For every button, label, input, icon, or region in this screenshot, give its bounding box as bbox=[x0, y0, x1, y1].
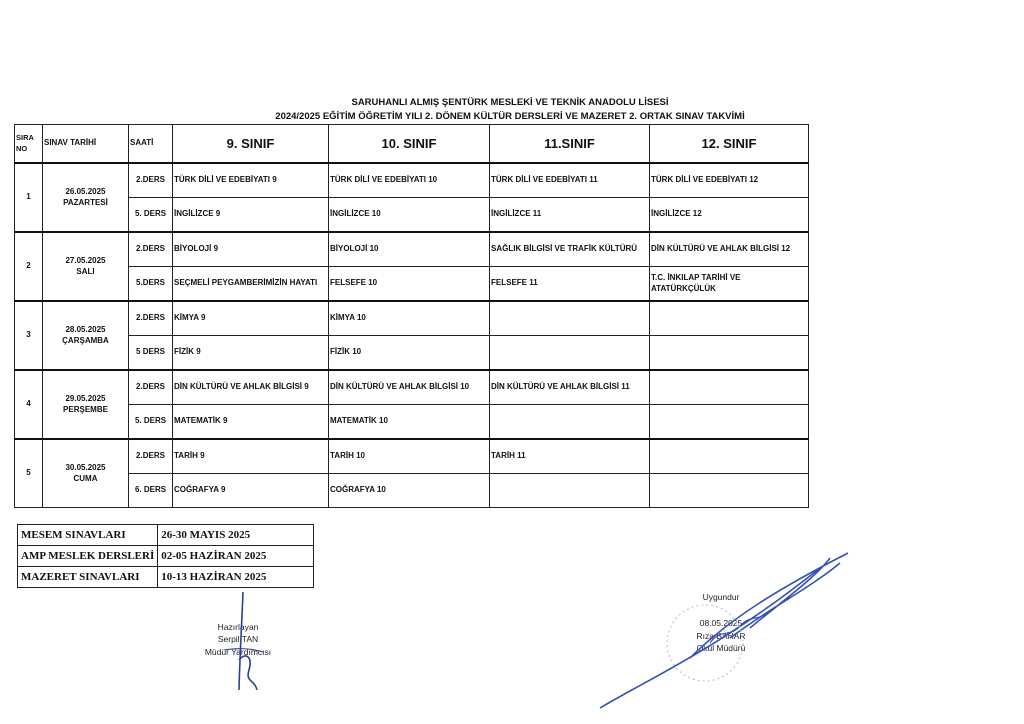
header-time: SAATİ bbox=[129, 125, 173, 164]
exam-date: 29.05.2025 bbox=[65, 393, 106, 403]
row-number: 1 bbox=[15, 163, 43, 232]
principal-name: Rıza BAHAR bbox=[696, 630, 746, 641]
period-dates: 26-30 MAYIS 2025 bbox=[158, 525, 314, 546]
table-row bbox=[15, 198, 809, 233]
header-grade-9: 9. SINIF bbox=[173, 125, 329, 164]
session-time: 5. DERS bbox=[129, 198, 173, 233]
grade-9-exam: TARİH 9 bbox=[173, 439, 329, 474]
session-time: 2.DERS bbox=[129, 439, 173, 474]
table-row bbox=[18, 567, 314, 588]
grade-12-exam bbox=[650, 301, 809, 336]
grade-11-exam bbox=[490, 336, 650, 371]
row-number: 4 bbox=[15, 370, 43, 439]
grade-9-exam: İNGİLİZCE 9 bbox=[173, 198, 329, 233]
session-time: 5.DERS bbox=[129, 267, 173, 302]
header-sira-no: SIRA NO bbox=[15, 125, 43, 164]
session-time: 2.DERS bbox=[129, 301, 173, 336]
header-exam-date: SINAV TARİHİ bbox=[43, 125, 129, 164]
grade-12-exam: DİN KÜLTÜRÜ VE AHLAK BİLGİSİ 12 bbox=[650, 232, 809, 267]
exam-weekday: PERŞEMBE bbox=[63, 404, 108, 414]
header-grade-12: 12. SINIF bbox=[650, 125, 809, 164]
table-row bbox=[15, 163, 809, 198]
grade-11-exam bbox=[490, 405, 650, 440]
approval-label: Uygundur bbox=[702, 592, 740, 602]
grade-11-exam: DİN KÜLTÜRÜ VE AHLAK BİLGİSİ 11 bbox=[490, 370, 650, 405]
session-time: 2.DERS bbox=[129, 370, 173, 405]
table-row bbox=[15, 336, 809, 371]
table-row bbox=[18, 546, 314, 567]
grade-12-exam: TÜRK DİLİ VE EDEBİYATI 12 bbox=[650, 163, 809, 198]
grade-11-exam: TÜRK DİLİ VE EDEBİYATI 11 bbox=[490, 163, 650, 198]
grade-9-exam: SEÇMELİ PEYGAMBERİMİZİN HAYATI bbox=[173, 267, 329, 302]
table-row bbox=[18, 525, 314, 546]
grade-9-exam: DİN KÜLTÜRÜ VE AHLAK BİLGİSİ 9 bbox=[173, 370, 329, 405]
grade-12-exam bbox=[650, 405, 809, 440]
period-label: AMP MESLEK DERSLERİ bbox=[18, 546, 158, 567]
table-row bbox=[15, 439, 809, 474]
header-grade-11: 11.SINIF bbox=[490, 125, 650, 164]
session-time: 2.DERS bbox=[129, 232, 173, 267]
row-number: 3 bbox=[15, 301, 43, 370]
period-dates: 02-05 HAZİRAN 2025 bbox=[158, 546, 314, 567]
grade-12-exam: T.C. İNKILAP TARİHİ VE ATATÜRKÇÜLÜK bbox=[650, 267, 809, 302]
grade-11-exam bbox=[490, 474, 650, 508]
grade-11-exam: İNGİLİZCE 11 bbox=[490, 198, 650, 233]
grade-10-exam: KİMYA 10 bbox=[329, 301, 490, 336]
period-dates: 10-13 HAZİRAN 2025 bbox=[158, 567, 314, 588]
grade-10-exam: FELSEFE 10 bbox=[329, 267, 490, 302]
exam-periods-table bbox=[17, 524, 314, 588]
grade-12-exam bbox=[650, 370, 809, 405]
grade-10-exam: BİYOLOJİ 10 bbox=[329, 232, 490, 267]
grade-9-exam: COĞRAFYA 9 bbox=[173, 474, 329, 508]
grade-10-exam: TARİH 10 bbox=[329, 439, 490, 474]
grade-11-exam: TARİH 11 bbox=[490, 439, 650, 474]
session-time: 6. DERS bbox=[129, 474, 173, 508]
grade-9-exam: FİZİK 9 bbox=[173, 336, 329, 371]
grade-12-exam bbox=[650, 336, 809, 371]
grade-9-exam: KİMYA 9 bbox=[173, 301, 329, 336]
exam-date: 26.05.2025 bbox=[65, 186, 106, 196]
session-time: 5 DERS bbox=[129, 336, 173, 371]
exam-date: 30.05.2025 bbox=[65, 462, 106, 472]
period-label: MESEM SINAVLARI bbox=[18, 525, 158, 546]
prepared-by-name: Serpil TAN bbox=[217, 634, 259, 645]
right-signature-mark bbox=[580, 548, 860, 718]
exam-date-cell bbox=[43, 163, 129, 232]
table-header-row bbox=[15, 125, 809, 164]
grade-10-exam: FİZİK 10 bbox=[329, 336, 490, 371]
exam-date-cell bbox=[43, 232, 129, 301]
exam-date-cell bbox=[43, 301, 129, 370]
grade-11-exam: FELSEFE 11 bbox=[490, 267, 650, 302]
exam-date: 28.05.2025 bbox=[65, 324, 106, 334]
table-row bbox=[15, 370, 809, 405]
prepared-by-label: Hazırlayan bbox=[217, 622, 259, 632]
table-row bbox=[15, 405, 809, 440]
grade-9-exam: TÜRK DİLİ VE EDEBİYATI 9 bbox=[173, 163, 329, 198]
grade-9-exam: MATEMATİK 9 bbox=[173, 405, 329, 440]
grade-10-exam: DİN KÜLTÜRÜ VE AHLAK BİLGİSİ 10 bbox=[329, 370, 490, 405]
grade-10-exam: MATEMATİK 10 bbox=[329, 405, 490, 440]
exam-weekday: ÇARŞAMBA bbox=[62, 335, 109, 345]
row-number: 5 bbox=[15, 439, 43, 508]
exam-weekday: PAZARTESİ bbox=[63, 197, 108, 207]
school-title: SARUHANLI ALMIŞ ŞENTÜRK MESLEKİ VE TEKNİK ANADOLU LİSESİ bbox=[351, 97, 669, 108]
header-grade-10: 10. SINIF bbox=[329, 125, 490, 164]
prepared-by-title: Müdür Yardımcısı bbox=[204, 646, 272, 657]
grade-12-exam bbox=[650, 474, 809, 508]
approval-date: 08.05.2025 bbox=[699, 618, 743, 629]
schedule-subtitle: 2024/2025 EĞİTİM ÖĞRETİM YILI 2. DÖNEM KÜLTÜR DERSLERİ VE MAZERET 2. ORTAK SINAV TAKVİMİ bbox=[275, 111, 745, 122]
exam-date-cell bbox=[43, 370, 129, 439]
table-row bbox=[15, 474, 809, 508]
table-row bbox=[15, 301, 809, 336]
session-time: 2.DERS bbox=[129, 163, 173, 198]
exam-date-cell bbox=[43, 439, 129, 508]
grade-11-exam: SAĞLIK BİLGİSİ VE TRAFİK KÜLTÜRÜ bbox=[490, 232, 650, 267]
period-label: MAZERET SINAVLARI bbox=[18, 567, 158, 588]
grade-10-exam: İNGİLİZCE 10 bbox=[329, 198, 490, 233]
exam-weekday: CUMA bbox=[73, 473, 98, 483]
table-row bbox=[15, 267, 809, 302]
exam-weekday: SALI bbox=[76, 266, 95, 276]
left-signature-mark bbox=[215, 590, 275, 700]
table-row bbox=[15, 232, 809, 267]
session-time: 5. DERS bbox=[129, 405, 173, 440]
exam-schedule-table bbox=[14, 124, 809, 508]
principal-title: Okul Müdürü bbox=[696, 642, 746, 653]
row-number: 2 bbox=[15, 232, 43, 301]
grade-10-exam: COĞRAFYA 10 bbox=[329, 474, 490, 508]
grade-12-exam bbox=[650, 439, 809, 474]
grade-11-exam bbox=[490, 301, 650, 336]
grade-10-exam: TÜRK DİLİ VE EDEBİYATI 10 bbox=[329, 163, 490, 198]
grade-9-exam: BİYOLOJİ 9 bbox=[173, 232, 329, 267]
grade-12-exam: İNGİLİZCE 12 bbox=[650, 198, 809, 233]
exam-date: 27.05.2025 bbox=[65, 255, 106, 265]
